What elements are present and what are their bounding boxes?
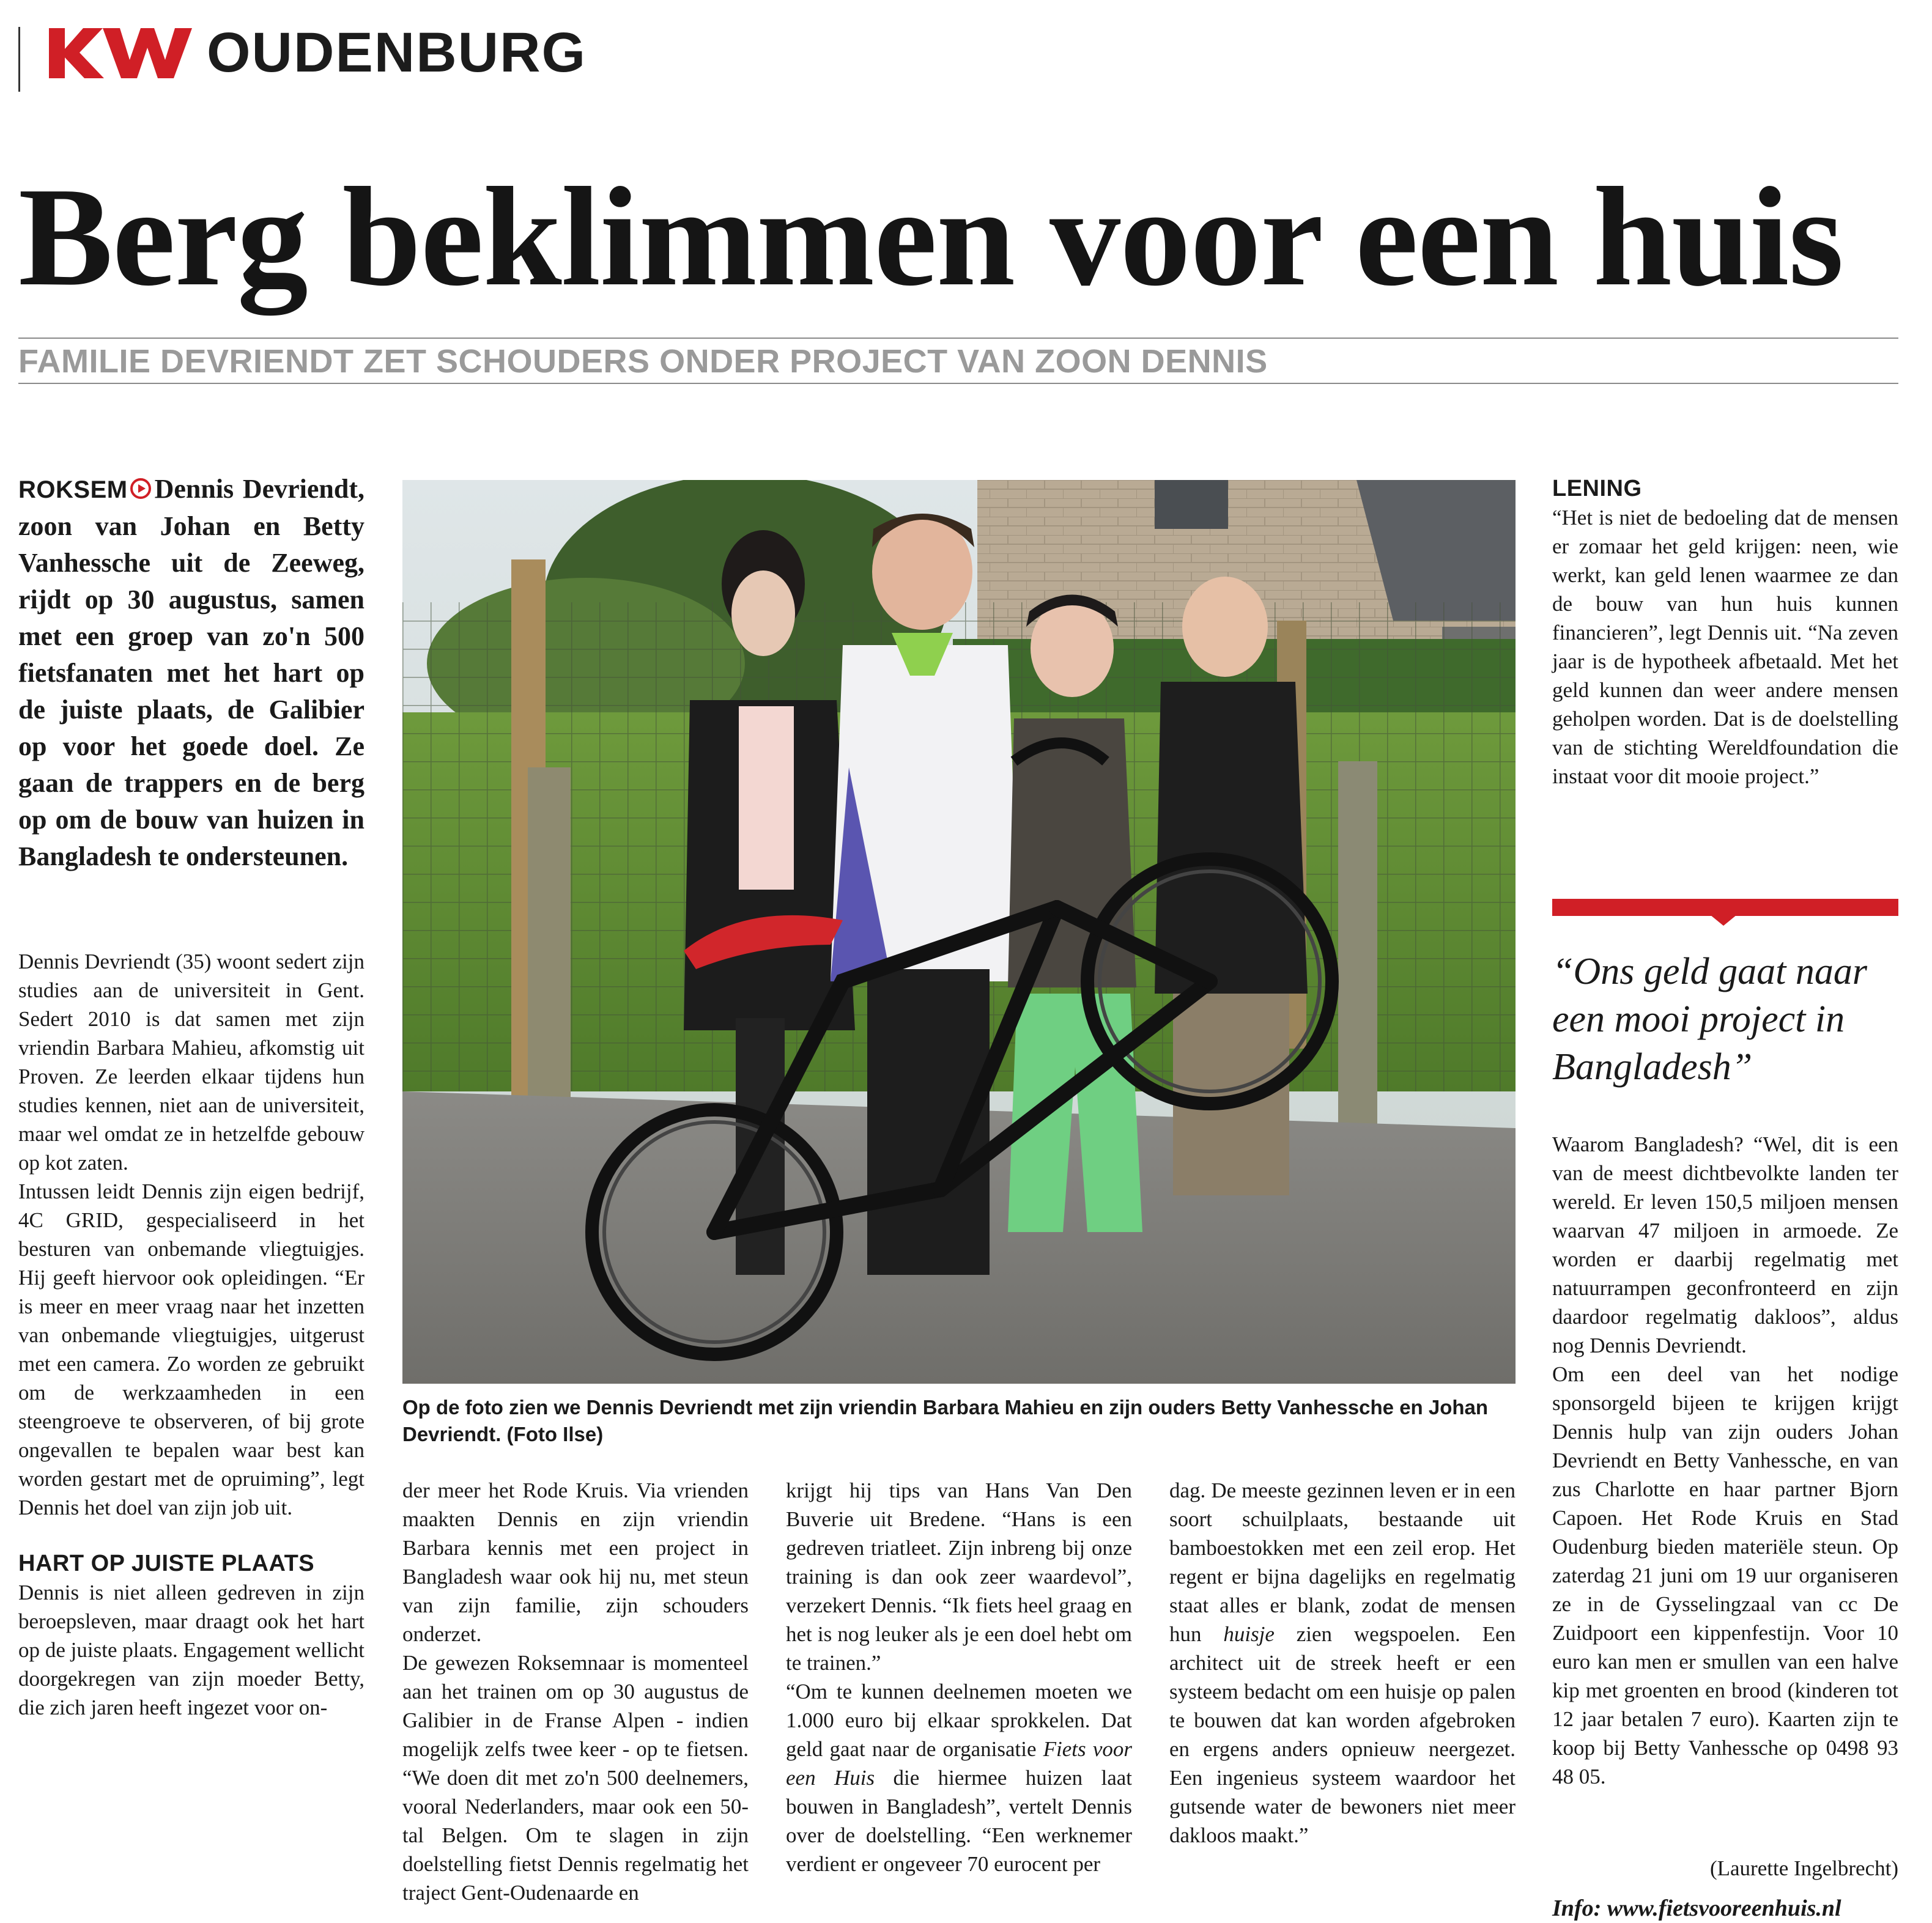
kw-logo (49, 22, 196, 82)
photo-caption: Op de foto zien we Dennis Devriendt met zijn vriendin Barbara Mahieu en zijn ouders Betty Vanhessche en Johan Devriendt. (Foto Ilse) (402, 1396, 1489, 1445)
masthead (18, 13, 691, 93)
play-arrow-icon (130, 478, 151, 499)
intro-text: Dennis Devriendt, zoon van Johan en Betty Vanhessche uit de Zeeweg, rijdt op 30 augustus, samen met een groep van zo'n 500 fietsfanaten met het hart op de juiste plaats, de Galibier op voor het goede doel. Ze gaan de trappers en de berg op om de bouw van huizen in Bangladesh te ondersteunen. (18, 474, 365, 871)
author-signature: (Laurette Ingelbrecht) (1709, 1856, 1898, 1880)
article-column-5-bottom (1552, 1130, 1898, 1791)
paragraph (786, 1677, 1132, 1878)
article-column-3 (786, 1476, 1132, 1878)
pullquote: “Ons geld gaat naar een mooi project in Bangladesh” (1552, 951, 1867, 1088)
subhead-lening: LENING (1552, 476, 1642, 501)
article-photo (402, 480, 1516, 1384)
dateline: ROKSEM (18, 476, 128, 503)
article-column-4 (1169, 1476, 1516, 1850)
paragraph (1169, 1476, 1516, 1850)
masthead-title: OUDENBURG (207, 21, 587, 84)
rule-top (18, 338, 1898, 339)
subheadline: FAMILIE DEVRIENDT ZET SCHOUDERS ONDER PROJECT VAN ZOON DENNIS (18, 343, 1268, 380)
text-run: “Om te kunnen deelnemen moeten we 1.000 euro bij elkaar sprokkelen. Dat geld gaat naar de organisatie (786, 1680, 1132, 1761)
pullquote-bar (1552, 899, 1898, 916)
paragraph: der meer het Rode Kruis. Via vrienden maakten Dennis en zijn vriendin Barbara kennis met een project in Bangladesh waar ook hij nu, met steun van zijn familie, zijn schouders onderzet. (402, 1478, 749, 1646)
organisation-name: Fiets voor een Huis (786, 1737, 1132, 1790)
paragraph: Dennis is niet alleen gedreven in zijn beroepsleven, maar draagt ook het hart op de juiste plaats. Engagement wellicht doorgekregen van zijn moeder Betty, die zich jaren heeft ingezet voor on- (18, 1581, 365, 1719)
paragraph: Intussen leidt Dennis zijn eigen bedrijf, 4C GRID, gespecialiseerd in het besturen van onbemande vliegtuigjes. Hij geeft hiervoor ook opleidingen. “Er is meer en meer vraag naar het inzetten van onbemande vliegtuigjes, uitgerust met een camera. Zo worden ze gebruikt om de werkzaamheden in een steengroeve te observeren, of bij grote ongevallen te bepalen waar best kan worden gestart met de opruiming”, legt Dennis het doel van zijn job uit. (18, 1179, 365, 1519)
text-run: dag. De meeste gezinnen leven er in een soort schuilplaats, bestaande uit bamboestokken met een zeil erop. Het regent er bijna dagelijks en regelmatig staat alles er blank, zodat de mensen hun (1169, 1478, 1516, 1646)
paragraph: De gewezen Roksemnaar is momenteel aan het trainen om op 30 augustus de Galibier in de Franse Alpen - indien mogelijk zelfs twee keer - op te fietsen. “We doen dit met zo'n 500 deelnemers, vooral Nederlanders, maar ook een 50-tal Belgen. Om te slagen in zijn doelstelling fietst Dennis regelmatig het traject Gent-Oudenaarde en (402, 1651, 749, 1905)
text-run: zien wegspoelen. Een architect uit de streek heeft er een systeem bedacht om een huisje op palen te bouwen dat kan worden afgebroken en ergens anders opnieuw neergezet. Een ingenieus systeem waardoor het gutsende water de bewoners niet meer dakloos maakt.” (1169, 1622, 1516, 1847)
paragraph: Dennis Devriendt (35) woont sedert zijn studies aan de universiteit in Gent. Sedert 2010 is dat samen met zijn vriendin Barbara Mahieu, afkomstig uit Proven. Ze leerden elkaar tijdens hun studies kennen, niet aan de universiteit, maar wel omdat ze in hetzelfde gebouw op kot zaten. (18, 950, 365, 1175)
subhead-hart: HART OP JUISTE PLAATS (18, 1551, 315, 1576)
masthead-divider (18, 27, 20, 92)
info-link: Info: www.fietsvooreenhuis.nl (1552, 1895, 1841, 1921)
paragraph: Waarom Bangladesh? “Wel, dit is een van de meest dichtbevolkte landen ter wereld. Er leven 150,5 miljoen mensen waarvan 47 miljoen in armoede. Ze worden er daarbij regelmatig met natuurrampen geconfronteerd en zijn daardoor regelmatig dakloos”, aldus nog Dennis Devriendt. (1552, 1132, 1898, 1357)
paragraph: krijgt hij tips van Hans Van Den Buverie uit Bredene. “Hans is een gedreven triatleet. Zijn inbreng bij onze training is dan ook zeer waardevol”, verzekert Dennis. “Ik fiets heel graag en het is nog leuker als je een doel hebt om te trainen.” (786, 1478, 1132, 1675)
paragraph: Om een deel van het nodige sponsorgeld bijeen te krijgen krijgt Dennis hulp van zijn ouders Johan Devriendt en Betty Vanhessche, en van zus Charlotte en haar partner Bjorn Capoen. Het Rode Kruis en Stad Oudenburg bieden materiële steun. Op zaterdag 21 juni om 19 uur organiseren ze in de Gysselingzaal van cc De Zuidpoort een kippenfestijn. Voor 10 euro kan men er smullen van een halve kip met groenten en brood (kinderen tot 12 jaar betalen 7 euro). Kaarten zijn te koop bij Betty Vanhessche op 0498 93 48 05. (1552, 1362, 1898, 1788)
pullquote-notch (1710, 915, 1737, 926)
headline: Berg beklimmen voor een huis (18, 158, 1843, 316)
intro-paragraph (18, 471, 365, 875)
paragraph: “Het is niet de bedoeling dat de mensen er zomaar het geld krijgen: neen, wie werkt, kan geld lenen waarmee ze dan de bouw van hun huis kunnen financieren”, legt Dennis uit. “Na zeven jaar is de hypotheek afbetaald. Met het geld kunnen dan weer andere mensen geholpen worden. Dat is de doelstelling van de stichting Wereldfoundation die instaat voor dit mooie project.” (1552, 506, 1898, 788)
article-column-5-top (1552, 474, 1898, 791)
article-column-1 (18, 471, 365, 1722)
text-run: die hiermee huizen laat bouwen in Bangladesh”, vertelt Dennis over de doelstelling. “Een werknemer verdient er ongeveer 70 eurocent per (786, 1766, 1132, 1876)
article-column-2 (402, 1476, 749, 1907)
rule-bottom (18, 383, 1898, 384)
emphasis-word: huisje (1223, 1622, 1275, 1646)
